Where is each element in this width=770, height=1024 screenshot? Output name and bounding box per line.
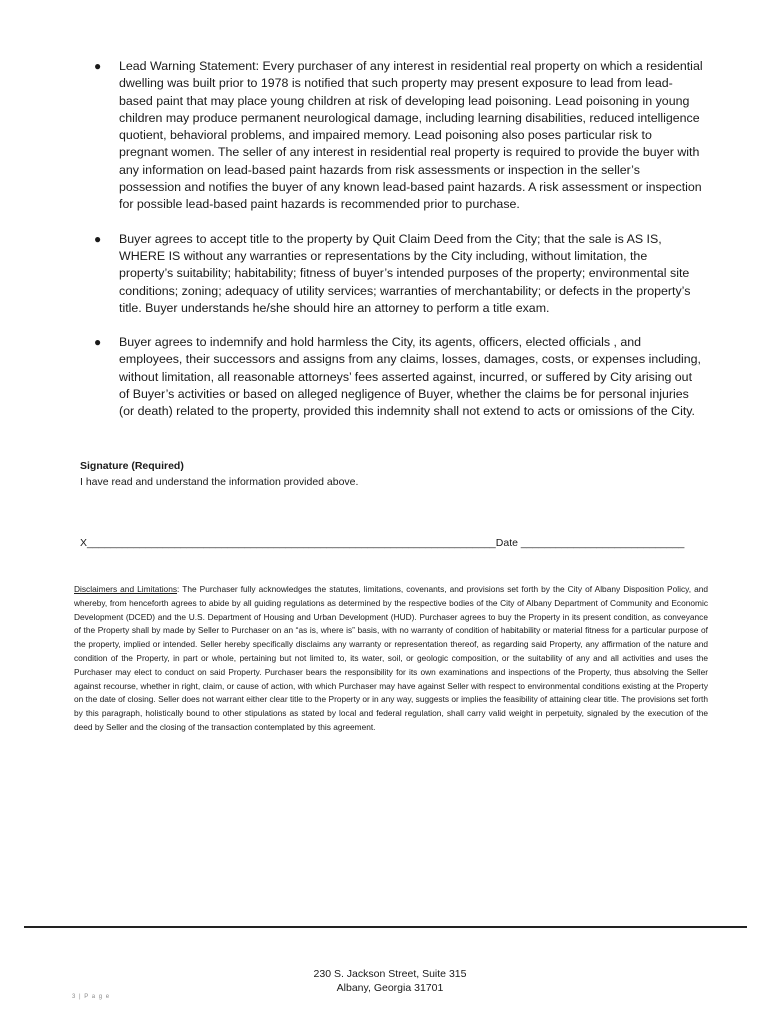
signature-date-line[interactable]: X______________________________________________________________________Date ____________________________ [80, 537, 685, 549]
address-line-2: Albany, Georgia 31701 [336, 982, 444, 994]
indemnify-bullet [94, 334, 704, 420]
indemnify-text: Buyer agrees to indemnify and hold harmless the City, its agents, officers, elected officials , and employees, their successors and assigns from any claims, losses, damages, costs, or expenses including, without limitation, all reasonable attorneys’ fees asserted against, incurred, or suffered by City arising out of Buyer’s activities or based on alleged negligence of Buyer, whether the claims be for personal injuries (or death) related to the property, provided this indemnity shall not extend to acts or omissions of the City. [119, 335, 701, 419]
bullet-dot-icon: ● [94, 231, 102, 246]
quit-claim-bullet [94, 231, 704, 317]
signature-heading: Signature (Required) [80, 460, 184, 472]
page-number: 3 | P a g e [72, 994, 111, 1000]
footer-address [240, 967, 540, 995]
footer-divider [24, 926, 747, 928]
signature-statement: I have read and understand the information provided above. [80, 476, 359, 488]
address-line-1: 230 S. Jackson Street, Suite 315 [313, 968, 467, 980]
bullet-dot-icon: ● [94, 335, 102, 350]
lead-warning-bullet [94, 58, 704, 214]
disclaimer-body: : The Purchaser fully acknowledges the statutes, limitations, covenants, and provisions set forth by the City of Albany Disposition Policy, and whereby, from henceforth agrees to abide by all guiding regulations as determined by the respective bodies of the City of Albany Department of Community and Economic Development (DCED) and the U.S. Department of Housing and Urban Development (HUD). Purchaser agrees to buy the Property in its present condition, as conveyance of the Property shall by made by Seller to Purchaser on an “as is, where is” basis, with no warranty of condition of habitability or material fitness for a particular purpose of the property, implied or intended. Seller hereby specifically disclaims any warranty or representation thereof, as regarding said Property, any affirmation of the nature and condition of the Property, in part or whole, pertaining but not limited to, its water, soil, or geologic composition, or the suitability of any and all activities and uses the Purchaser may elect to conduct on said Property. Purchaser bears the responsibility for its own examinations and inspections of the Property, thus absolving the Seller against recourse, whether in right, claim, or cause of action, with which Purchaser may have against Seller with respect to environmental conditions existing at the Property on the date of closing. Seller does not warrant either clear title to the Property or in any way, suggests or implies the feasibility of attaining clear title. The provisions set forth by this paragraph, holistically bound to other stipulations as stated by local and federal regulation, shall carry valid weight in perpetuity, signaled by the execution of the deed by Seller and the closing of the transaction contemplated by this agreement. [74, 584, 708, 732]
lead-warning-text: Lead Warning Statement: Every purchaser of any interest in residential real property on which a residential dwelling was built prior to 1978 is notified that such property may present exposure to lead from lead-based paint that may place young children at risk of developing lead poisoning. Lead poisoning in young children may produce permanent neurological damage, including learning disabilities, reduced intelligence quotient, behavioral problems, and impaired memory. Lead poisoning also poses particular risk to pregnant women. The seller of any interest in residential real property is required to provide the buyer with any information on lead-based paint hazards from risk assessments or inspection in the seller’s possession and notifies the buyer of any known lead-based paint hazards. A risk assessment or inspection for possible lead-based paint hazards is recommended prior to purchase. [119, 59, 703, 212]
terms-bullet-list [94, 58, 704, 438]
bullet-dot-icon: ● [94, 59, 102, 73]
quit-claim-text: Buyer agrees to accept title to the property by Quit Claim Deed from the City; that the sale is AS IS, WHERE IS without any warranties or representations by the City including, without limitation, the property’s suitability; habitability; fitness of buyer’s intended purposes of the property; environmental site conditions; zoning; adequacy of utility services; warranties of merchantability; or defects in the property’s title. Buyer understands he/she should hire an attorney to perform a title exam. [119, 231, 691, 315]
disclaimer-heading: Disclaimers and Limitations [74, 584, 178, 594]
disclaimer-paragraph [74, 583, 708, 735]
